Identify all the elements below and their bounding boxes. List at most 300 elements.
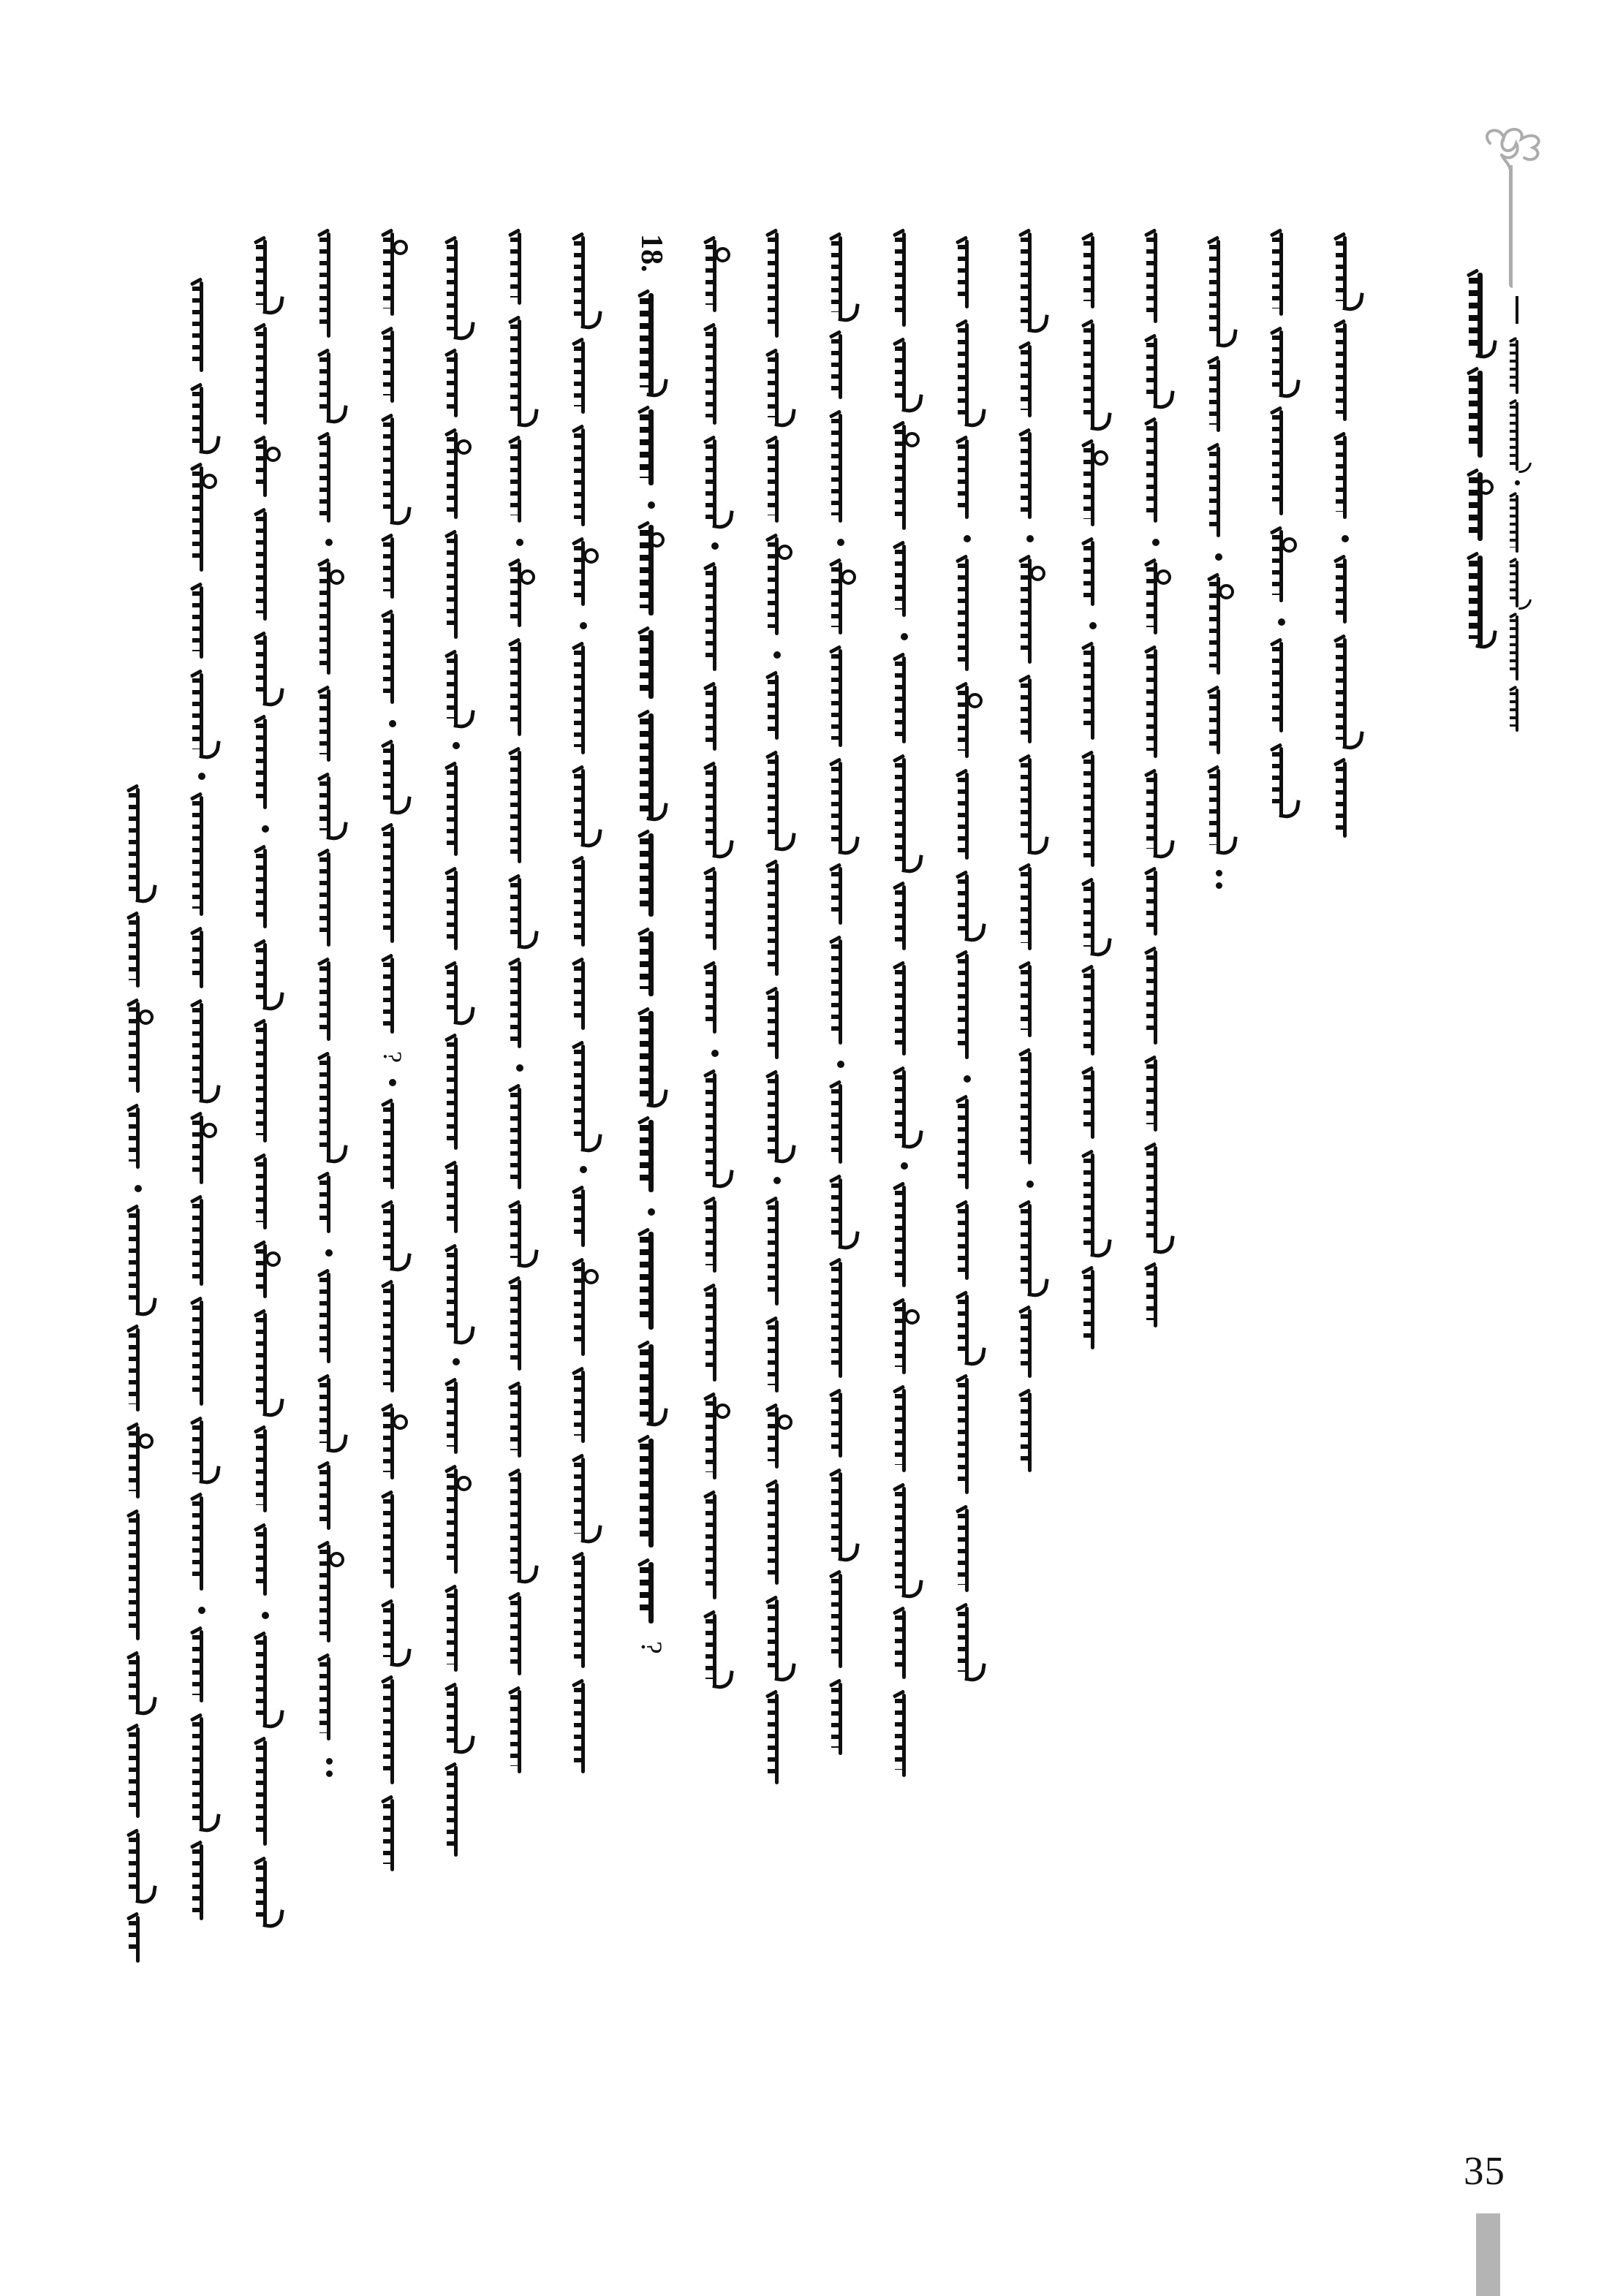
section-number: 18.: [635, 234, 668, 273]
script-word: [571, 1191, 596, 1246]
script-word: [507, 321, 532, 423]
script-word: [955, 1296, 980, 1362]
script-word: [1081, 970, 1105, 1054]
script-word: [380, 745, 405, 811]
script-word: [1333, 437, 1358, 518]
script-word: [444, 241, 469, 336]
script-word: [571, 647, 596, 753]
script-word: [765, 354, 790, 423]
script-word: [507, 752, 532, 862]
script-word: [126, 1917, 151, 1961]
script-word: [765, 1202, 790, 1304]
dot-punctuation: [773, 1177, 781, 1184]
script-word: [765, 1075, 790, 1159]
script-word: [637, 1233, 666, 1328]
script-word: [703, 241, 727, 311]
script-word: [1018, 1394, 1043, 1471]
text-column: [1140, 234, 1172, 1344]
text-column: [825, 238, 857, 1771]
text-column: [186, 283, 218, 1936]
script-word: [571, 770, 596, 844]
script-word: [253, 1742, 278, 1844]
script-word: [253, 1637, 278, 1724]
script-word: [637, 1121, 666, 1191]
script-word: [1018, 1311, 1043, 1376]
script-word: [892, 1612, 917, 1678]
script-word: [637, 1012, 666, 1104]
script-word: [637, 1440, 666, 1546]
text-column: [699, 241, 731, 1702]
script-word: [828, 651, 853, 746]
script-word: [253, 328, 278, 423]
script-word: [1081, 444, 1105, 525]
script-word: [1143, 564, 1168, 633]
script-word: [703, 567, 727, 670]
script-word: [1333, 640, 1358, 746]
script-word: [507, 1205, 532, 1264]
script-word: [126, 1834, 151, 1900]
script-word: [1508, 690, 1526, 730]
script-word: [126, 1210, 151, 1312]
script-word: [253, 1528, 278, 1594]
script-word: [1269, 234, 1294, 314]
dot-punctuation: [516, 1064, 523, 1072]
dot-punctuation: [773, 651, 781, 659]
script-word: [892, 1303, 917, 1373]
script-word: [828, 1263, 853, 1376]
script-word: [444, 1166, 469, 1232]
script-word: [507, 1474, 532, 1580]
dot-punctuation: [135, 1185, 142, 1192]
script-word: [189, 283, 214, 371]
script-word: [703, 966, 727, 1032]
script-word: [1018, 433, 1043, 518]
script-word: [892, 658, 917, 742]
script-word: [126, 789, 151, 899]
text-column: [504, 234, 536, 1789]
script-word: [892, 546, 917, 615]
script-word: [1269, 332, 1294, 394]
script-word: [571, 963, 596, 1028]
script-word: [380, 615, 405, 702]
script-word: [1206, 361, 1231, 431]
dot-punctuation: [1026, 535, 1034, 542]
script-word: [571, 1459, 596, 1539]
script-word: [1081, 325, 1105, 427]
script-word: [892, 1390, 917, 1471]
script-word: [380, 332, 405, 401]
script-word: [703, 441, 727, 525]
script-word: [507, 963, 532, 1047]
text-column: [1077, 238, 1109, 1365]
header-divider-line: [1509, 165, 1513, 288]
script-word: [507, 1089, 532, 1188]
dot-punctuation: [580, 1166, 587, 1173]
script-word: [444, 1383, 469, 1452]
script-word: [828, 941, 853, 1043]
script-word: [507, 441, 532, 521]
script-word: [253, 850, 278, 927]
script-word: [955, 1510, 980, 1591]
script-word: [571, 238, 596, 325]
script-word: [955, 241, 980, 307]
script-word: [507, 1691, 532, 1772]
script-word: [1143, 234, 1168, 322]
script-word: [253, 637, 278, 702]
text-column: [249, 241, 281, 1941]
script-word: [765, 441, 790, 521]
script-word: [571, 1046, 596, 1148]
header-subtitle-column: [1501, 296, 1533, 741]
dot-punctuation: [389, 1079, 396, 1086]
script-word: [444, 1768, 469, 1855]
header-dash: [1516, 296, 1518, 324]
script-word: [637, 632, 666, 697]
script-word: [571, 1372, 596, 1441]
script-word: [703, 767, 727, 855]
script-word: [571, 861, 596, 945]
script-word: [189, 1846, 214, 1919]
script-word: [126, 917, 151, 986]
script-word: [507, 1387, 532, 1456]
script-word: [380, 539, 405, 597]
script-word: [955, 955, 980, 1058]
text-column: [1266, 234, 1298, 832]
script-word: [637, 1346, 666, 1422]
script-word: [253, 1024, 278, 1141]
text-column: [377, 234, 409, 1887]
script-word: [317, 1659, 341, 1739]
dot-punctuation: [901, 633, 908, 640]
script-word: [1143, 774, 1168, 855]
text-column: [440, 241, 472, 1873]
script-word: [317, 437, 341, 521]
script-word: [317, 854, 341, 945]
script-word: [1508, 403, 1526, 469]
dot-punctuation: [1342, 535, 1349, 542]
script-word: [703, 1398, 727, 1478]
script-word: [126, 1428, 151, 1497]
script-word: [1018, 234, 1043, 329]
dot-punctuation: [1089, 622, 1097, 629]
script-word: [253, 1431, 278, 1511]
script-word: [317, 963, 341, 1039]
script-word: [1018, 868, 1043, 949]
script-word: [1333, 238, 1358, 307]
script-word: [253, 944, 278, 1007]
script-word: [189, 1117, 214, 1183]
script-word: [253, 1159, 278, 1228]
script-word: [444, 1688, 469, 1750]
dot-punctuation: [964, 535, 971, 542]
script-word: [703, 1202, 727, 1271]
script-word: [828, 868, 853, 923]
script-word: [765, 992, 790, 1058]
dot-punctuation: [453, 1358, 460, 1365]
script-word: [253, 241, 278, 311]
script-word: [703, 687, 727, 749]
script-word: [1081, 756, 1105, 865]
dot-punctuation: [901, 1162, 908, 1170]
script-word: [765, 756, 790, 847]
dot-punctuation: [262, 1612, 269, 1619]
script-word: [1018, 560, 1043, 662]
dot-punctuation: [837, 1061, 844, 1068]
script-word: [444, 1249, 469, 1341]
script-word: [317, 691, 341, 760]
dot-punctuation: [325, 539, 333, 546]
script-word: [1466, 274, 1495, 355]
script-word: [955, 1205, 980, 1278]
script-word: [637, 715, 666, 817]
flourish-icon: [1468, 123, 1550, 170]
script-word: [703, 328, 727, 423]
text-column: [1014, 234, 1046, 1488]
script-word: [189, 1422, 214, 1480]
dot-punctuation: [325, 1249, 333, 1257]
dot-punctuation: [1026, 1181, 1034, 1188]
script-word: [444, 655, 469, 724]
script-word: [317, 1379, 341, 1449]
dot-punctuation: [198, 1607, 205, 1614]
script-word: [317, 1057, 341, 1159]
script-word: [253, 1862, 278, 1924]
script-word: [1018, 759, 1043, 851]
script-word: [571, 343, 596, 412]
script-word: [444, 1039, 469, 1148]
script-word: [1269, 531, 1294, 601]
script-word: [1206, 241, 1231, 344]
section-heading-column: [635, 232, 667, 1670]
script-word: [1081, 1271, 1105, 1348]
dot-punctuation: [648, 501, 655, 509]
script-word: [380, 1604, 405, 1663]
script-word: [828, 415, 853, 521]
script-word: [1143, 651, 1168, 757]
text-column: [122, 789, 154, 1979]
script-word: [892, 234, 917, 325]
script-word: [1018, 1205, 1043, 1293]
script-word: [253, 513, 278, 619]
script-word: [703, 1075, 727, 1184]
script-word: [317, 1177, 341, 1232]
script-word: [253, 441, 278, 496]
text-column: [1203, 241, 1235, 889]
script-word: [1466, 557, 1495, 645]
script-word: [1206, 448, 1231, 536]
script-word: [1508, 562, 1526, 606]
script-word: [253, 1314, 278, 1413]
script-word: [637, 835, 666, 915]
script-word: [955, 441, 980, 518]
script-word: [955, 774, 980, 858]
script-word: [955, 1608, 980, 1678]
script-word: [189, 675, 214, 755]
script-word: [765, 865, 790, 974]
dot-punctuation: [1515, 480, 1520, 485]
script-word: [1508, 341, 1526, 393]
script-word: [571, 1557, 596, 1667]
script-word: [828, 1180, 853, 1246]
script-word: [765, 676, 790, 738]
text-column: [567, 238, 599, 1789]
script-word: [571, 1684, 596, 1772]
script-word: [828, 1394, 853, 1456]
script-word: [892, 426, 917, 528]
script-word: [1269, 643, 1294, 731]
script-word: [955, 876, 980, 938]
script-word: [637, 526, 666, 614]
script-word: [507, 564, 532, 626]
script-word: [1143, 423, 1168, 521]
script-word: [1018, 680, 1043, 742]
script-word: [828, 763, 853, 851]
script-word: [892, 887, 917, 949]
script-word: [1143, 952, 1168, 1043]
script-word: [444, 354, 469, 416]
dot-punctuation: [711, 542, 719, 550]
script-word: [444, 1590, 469, 1670]
script-word: [892, 1488, 917, 1594]
script-word: [380, 1285, 405, 1391]
script-word: [380, 1800, 405, 1870]
script-word: [1466, 474, 1495, 539]
page-number: 35: [1464, 2148, 1505, 2193]
script-word: [703, 1289, 727, 1380]
script-word: [126, 1330, 151, 1410]
script-word: [189, 1004, 214, 1099]
script-word: [1143, 1061, 1168, 1130]
script-word: [380, 1496, 405, 1587]
script-word: [189, 1719, 214, 1828]
script-word: [189, 1302, 214, 1404]
dot-punctuation: [711, 1050, 719, 1057]
dot-punctuation: [648, 1208, 655, 1216]
script-word: [1143, 1268, 1168, 1326]
script-word: [189, 388, 214, 450]
script-word: [765, 1695, 790, 1783]
script-word: [892, 1695, 917, 1776]
script-word: [126, 1515, 151, 1639]
script-word: [189, 588, 214, 657]
script-word: [253, 1246, 278, 1297]
footer-tab: [1476, 2213, 1500, 2296]
script-word: [765, 234, 790, 336]
dot-punctuation: [1152, 539, 1159, 546]
text-column: [761, 234, 793, 1800]
script-word: [444, 535, 469, 637]
script-word: [444, 966, 469, 1021]
script-word: [828, 1575, 853, 1667]
script-word: [1508, 496, 1526, 551]
script-word: [1333, 763, 1358, 836]
dot-punctuation: [262, 825, 269, 833]
script-word: [1333, 325, 1358, 420]
script-word: [126, 1109, 151, 1167]
text-column: [313, 234, 345, 1777]
script-word: [507, 234, 532, 303]
script-word: [765, 1485, 790, 1583]
script-word: [1206, 691, 1231, 753]
script-word: [571, 1263, 596, 1355]
script-word: [1206, 770, 1231, 851]
script-word: [444, 433, 469, 518]
script-word: [444, 872, 469, 949]
text-column: [951, 241, 983, 1695]
text-column: [888, 234, 920, 1793]
script-word: [1081, 647, 1105, 738]
script-word: [828, 238, 853, 318]
script-word: [1081, 883, 1105, 952]
script-word: [1081, 238, 1105, 307]
script-word: [507, 879, 532, 945]
script-word: [1143, 339, 1168, 405]
script-word: [1466, 372, 1495, 456]
script-word: [955, 1100, 980, 1188]
dot-punctuation: [198, 773, 205, 780]
script-word: [828, 564, 853, 633]
script-word: [892, 1072, 917, 1145]
dot-punctuation: [516, 539, 523, 546]
script-word: [317, 234, 341, 336]
script-word: [444, 1470, 469, 1572]
script-word: [892, 966, 917, 1054]
script-word: [507, 1597, 532, 1674]
script-word: [1269, 749, 1294, 814]
script-word: [1081, 1072, 1105, 1137]
script-word: [637, 295, 666, 393]
dot-punctuation: [1215, 553, 1222, 561]
script-word: [317, 354, 341, 420]
script-word: [507, 643, 532, 735]
script-word: [1508, 617, 1526, 679]
full-stop-punctuation: [326, 1758, 333, 1777]
script-word: [380, 1104, 405, 1188]
script-word: [317, 1274, 341, 1362]
script-word: [828, 1086, 853, 1162]
script-word: [380, 959, 405, 1032]
script-word: [1333, 560, 1358, 622]
header-title-column: [1464, 274, 1497, 662]
script-word: [1143, 1148, 1168, 1250]
dot-punctuation: [1278, 618, 1285, 626]
script-word: [828, 1474, 853, 1558]
script-word: [1081, 542, 1105, 605]
script-word: [1081, 1155, 1105, 1254]
script-word: [1018, 346, 1043, 416]
dot-punctuation: [389, 720, 396, 727]
script-word: [892, 759, 917, 869]
script-word: [507, 1281, 532, 1369]
script-word: [637, 411, 666, 484]
script-word: [765, 1322, 790, 1391]
dot-punctuation: [580, 622, 587, 629]
script-word: [571, 542, 596, 605]
script-word: [703, 1496, 727, 1598]
script-word: [571, 430, 596, 525]
full-stop-punctuation: [1216, 870, 1222, 889]
script-word: [317, 564, 341, 673]
script-word: [189, 1632, 214, 1701]
script-word: [765, 1601, 790, 1678]
script-word: [253, 720, 278, 808]
question-mark: ?: [378, 1051, 407, 1063]
script-word: [703, 1615, 727, 1685]
dot-punctuation: [837, 539, 844, 546]
script-word: [828, 1684, 853, 1754]
script-word: [380, 828, 405, 941]
script-word: [126, 1656, 151, 1711]
